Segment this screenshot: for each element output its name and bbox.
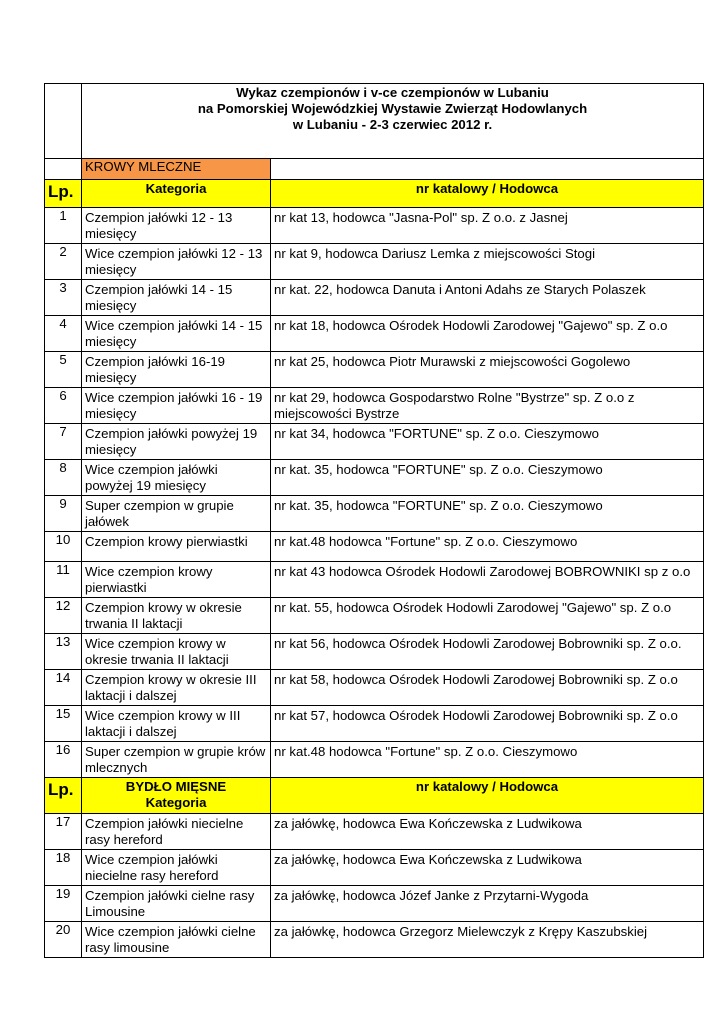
row-hodowca: nr kat 56, hodowca Ośrodek Hodowli Zarodowej Bobrowniki sp. Z o.o. bbox=[271, 634, 704, 670]
table-row bbox=[45, 388, 704, 424]
row-number: 8 bbox=[45, 460, 82, 496]
row-number: 13 bbox=[45, 634, 82, 670]
row-number: 17 bbox=[45, 814, 82, 850]
row-number: 2 bbox=[45, 244, 82, 280]
row-number: 1 bbox=[45, 208, 82, 244]
header-lp-bydlo: Lp. bbox=[45, 778, 82, 814]
header-hodowca: nr katalowy / Hodowca bbox=[271, 180, 704, 208]
row-kategoria: Czempion jałówki 14 - 15 miesięcy bbox=[82, 280, 271, 316]
row-kategoria: Czempion krowy w okresie III laktacji i dalszej bbox=[82, 670, 271, 706]
row-hodowca: za jałówkę, hodowca Grzegorz Mielewczyk z Krępy Kaszubskiej bbox=[271, 922, 704, 958]
row-hodowca: nr kat 34, hodowca "FORTUNE" sp. Z o.o. Cieszymowo bbox=[271, 424, 704, 460]
section-empty-cell bbox=[271, 159, 704, 180]
table-row bbox=[45, 532, 704, 562]
table-row bbox=[45, 352, 704, 388]
row-hodowca: nr kat. 35, hodowca "FORTUNE" sp. Z o.o. Cieszymowo bbox=[271, 460, 704, 496]
table-row bbox=[45, 316, 704, 352]
row-number: 16 bbox=[45, 742, 82, 778]
table-row bbox=[45, 280, 704, 316]
row-hodowca: nr kat 13, hodowca "Jasna-Pol" sp. Z o.o. z Jasnej bbox=[271, 208, 704, 244]
row-hodowca: nr kat 57, hodowca Ośrodek Hodowli Zarodowej Bobrowniki sp. Z o.o bbox=[271, 706, 704, 742]
row-hodowca: nr kat 9, hodowca Dariusz Lemka z miejscowości Stogi bbox=[271, 244, 704, 280]
row-number: 6 bbox=[45, 388, 82, 424]
row-number: 4 bbox=[45, 316, 82, 352]
header-hodowca-bydlo: nr katalowy / Hodowca bbox=[271, 778, 704, 814]
row-hodowca: za jałówkę, hodowca Ewa Kończewska z Ludwikowa bbox=[271, 850, 704, 886]
row-hodowca: nr kat 58, hodowca Ośrodek Hodowli Zarodowej Bobrowniki sp. Z o.o bbox=[271, 670, 704, 706]
header-row bbox=[45, 180, 704, 208]
table-row bbox=[45, 706, 704, 742]
table-row bbox=[45, 208, 704, 244]
header-lp: Lp. bbox=[45, 180, 82, 208]
row-number: 18 bbox=[45, 850, 82, 886]
row-kategoria: Czempion jałówki niecielne rasy hereford bbox=[82, 814, 271, 850]
header-kategoria-label: Kategoria bbox=[145, 795, 207, 810]
table-row bbox=[45, 742, 704, 778]
row-number: 11 bbox=[45, 562, 82, 598]
row-kategoria: Wice czempion jałówki cielne rasy limousine bbox=[82, 922, 271, 958]
row-hodowca: nr kat.48 hodowca "Fortune" sp. Z o.o. Cieszymowo bbox=[271, 532, 704, 562]
row-number: 5 bbox=[45, 352, 82, 388]
row-number: 9 bbox=[45, 496, 82, 532]
title-line-1: Wykaz czempionów i v-ce czempionów w Lubaniu bbox=[236, 85, 549, 100]
header-kategoria: Kategoria bbox=[82, 180, 271, 208]
document-title bbox=[82, 84, 704, 159]
table-row bbox=[45, 922, 704, 958]
row-hodowca: nr kat. 55, hodowca Ośrodek Hodowli Zarodowej "Gajewo" sp. Z o.o bbox=[271, 598, 704, 634]
table-row bbox=[45, 850, 704, 886]
table-row bbox=[45, 244, 704, 280]
row-kategoria: Super czempion w grupie krów mlecznych bbox=[82, 742, 271, 778]
table-row bbox=[45, 670, 704, 706]
row-hodowca: nr kat 18, hodowca Ośrodek Hodowli Zarodowej "Gajewo" sp. Z o.o bbox=[271, 316, 704, 352]
row-number: 7 bbox=[45, 424, 82, 460]
row-hodowca: za jałówkę, hodowca Józef Janke z Przytarni-Wygoda bbox=[271, 886, 704, 922]
row-kategoria: Czempion krowy pierwiastki bbox=[82, 532, 271, 562]
table-row bbox=[45, 424, 704, 460]
row-number: 20 bbox=[45, 922, 82, 958]
header-kategoria-bydlo bbox=[82, 778, 271, 814]
section-spacer-cell bbox=[45, 159, 82, 180]
row-kategoria: Super czempion w grupie jałówek bbox=[82, 496, 271, 532]
row-hodowca: nr kat.48 hodowca "Fortune" sp. Z o.o. Cieszymowo bbox=[271, 742, 704, 778]
title-spacer-cell bbox=[45, 84, 82, 159]
row-number: 3 bbox=[45, 280, 82, 316]
row-kategoria: Wice czempion jałówki 14 - 15 miesięcy bbox=[82, 316, 271, 352]
row-hodowca: nr kat 29, hodowca Gospodarstwo Rolne "Bystrze" sp. Z o.o z miejscowości Bystrze bbox=[271, 388, 704, 424]
table-row bbox=[45, 886, 704, 922]
section-label-krowy: KROWY MLECZNE bbox=[82, 159, 271, 180]
row-kategoria: Czempion jałówki 12 - 13 miesięcy bbox=[82, 208, 271, 244]
table-row bbox=[45, 634, 704, 670]
header-row-bydlo bbox=[45, 778, 704, 814]
section-row-krowy bbox=[45, 159, 704, 180]
row-number: 15 bbox=[45, 706, 82, 742]
row-kategoria: Czempion jałówki 16-19 miesięcy bbox=[82, 352, 271, 388]
results-table bbox=[44, 83, 704, 958]
row-hodowca: nr kat 25, hodowca Piotr Murawski z miejscowości Gogolewo bbox=[271, 352, 704, 388]
row-number: 14 bbox=[45, 670, 82, 706]
row-kategoria: Wice czempion krowy pierwiastki bbox=[82, 562, 271, 598]
row-kategoria: Czempion krowy w okresie trwania II laktacji bbox=[82, 598, 271, 634]
row-number: 10 bbox=[45, 532, 82, 562]
row-number: 12 bbox=[45, 598, 82, 634]
row-kategoria: Wice czempion jałówki powyżej 19 miesięcy bbox=[82, 460, 271, 496]
table-row bbox=[45, 814, 704, 850]
row-number: 19 bbox=[45, 886, 82, 922]
row-kategoria: Wice czempion jałówki niecielne rasy hereford bbox=[82, 850, 271, 886]
row-kategoria: Wice czempion krowy w III laktacji i dalszej bbox=[82, 706, 271, 742]
row-kategoria: Wice czempion krowy w okresie trwania II laktacji bbox=[82, 634, 271, 670]
title-line-3: w Lubaniu - 2-3 czerwiec 2012 r. bbox=[292, 117, 493, 132]
row-kategoria: Wice czempion jałówki 16 - 19 miesięcy bbox=[82, 388, 271, 424]
table-row bbox=[45, 562, 704, 598]
title-row bbox=[45, 84, 704, 159]
row-hodowca: nr kat. 22, hodowca Danuta i Antoni Adahs ze Starych Polaszek bbox=[271, 280, 704, 316]
table-row bbox=[45, 598, 704, 634]
section-label-bydlo: BYDŁO MIĘSNE bbox=[125, 779, 227, 794]
table-row bbox=[45, 496, 704, 532]
row-hodowca: nr kat 43 hodowca Ośrodek Hodowli Zarodowej BOBROWNIKI sp z o.o bbox=[271, 562, 704, 598]
row-kategoria: Wice czempion jałówki 12 - 13 miesięcy bbox=[82, 244, 271, 280]
row-hodowca: za jałówkę, hodowca Ewa Kończewska z Ludwikowa bbox=[271, 814, 704, 850]
title-line-2: na Pomorskiej Wojewódzkiej Wystawie Zwierząt Hodowlanych bbox=[197, 101, 588, 116]
row-hodowca: nr kat. 35, hodowca "FORTUNE" sp. Z o.o. Cieszymowo bbox=[271, 496, 704, 532]
row-kategoria: Czempion jałówki powyżej 19 miesięcy bbox=[82, 424, 271, 460]
row-kategoria: Czempion jałówki cielne rasy Limousine bbox=[82, 886, 271, 922]
table-row bbox=[45, 460, 704, 496]
